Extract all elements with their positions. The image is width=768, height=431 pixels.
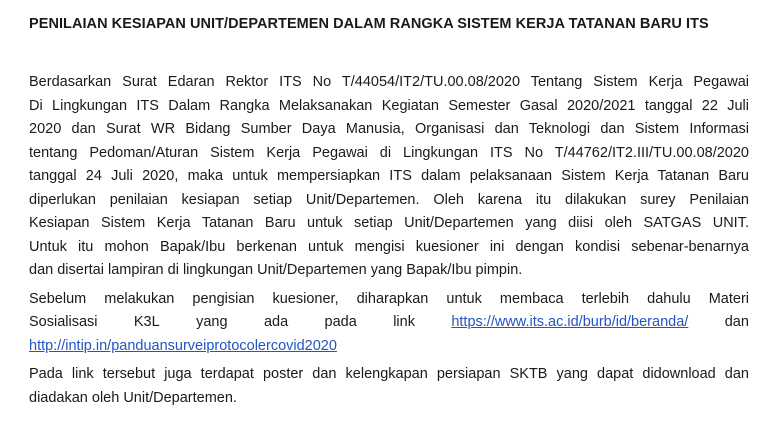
document-title: PENILAIAN KESIAPAN UNIT/DEPARTEMEN DALAM RANGKA SISTEM KERJA TATANAN BARU ITS xyxy=(29,16,709,32)
intro-paragraph xyxy=(29,71,749,283)
paragraph-line: diperlukan penilaian kesiapan setiap Unit/Departemen. Oleh karena itu dilakukan surey Penilaian xyxy=(29,191,749,208)
word: ada xyxy=(263,314,289,330)
word: pada xyxy=(324,314,357,330)
paragraph-line: Sebelum melakukan pengisian kuesioner, diharapkan untuk membaca terlebih dahulu Materi xyxy=(29,290,749,307)
paragraph-line: 2020 dan Surat WR Bidang Sumber Daya Manusia, Organisasi dan Teknologi dan Sistem Informasi xyxy=(29,121,749,137)
panduan-survei-link[interactable]: http://intip.in/panduansurveiprotocolercovid2020 xyxy=(29,337,337,354)
paragraph-line: Di Lingkungan ITS Dalam Rangka Melaksanakan Kegiatan Semester Gasal 2020/2021 tanggal 22 Juli xyxy=(29,97,749,114)
paragraph-line: Pada link tersebut juga terdapat poster dan kelengkapan persiapan SKTB yang dapat didownload dan xyxy=(29,366,749,382)
paragraph-line: diadakan oleh Unit/Departemen. xyxy=(29,389,237,406)
its-beranda-link[interactable]: https://www.its.ac.id/burb/id/beranda/ xyxy=(451,314,689,330)
paragraph-line: dan disertai lampiran di lingkungan Unit/Departemen yang Bapak/Ibu pimpin. xyxy=(29,262,523,278)
word: link xyxy=(393,314,415,330)
paragraph-line: Kesiapan Sistem Kerja Tatanan Baru untuk setiap Unit/Departemen yang diisi oleh SATGAS UNIT. xyxy=(29,215,749,231)
word: K3L xyxy=(133,314,160,330)
document-body xyxy=(29,71,749,410)
instruction-paragraph xyxy=(29,288,749,359)
paragraph-line: Untuk itu mohon Bapak/Ibu berkenan untuk mengisi kuesioner ini dengan kondisi sebenar-benarnya xyxy=(29,238,749,255)
closing-paragraph xyxy=(29,363,749,410)
word: yang xyxy=(196,314,228,330)
paragraph-line xyxy=(29,335,749,359)
paragraph-line: tentang Pedoman/Aturan Sistem Kerja Pegawai di Lingkungan ITS No T/44762/IT2.III/TU.00.08/2020 xyxy=(29,144,749,161)
word: Sosialisasi xyxy=(29,314,98,330)
paragraph-line: tanggal 24 Juli 2020, maka untuk mempersiapkan ITS dalam pelaksanaan Sistem Kerja Tatanan Baru xyxy=(29,168,749,184)
paragraph-line xyxy=(29,311,749,335)
paragraph-line: Berdasarkan Surat Edaran Rektor ITS No T/44054/IT2/TU.00.08/2020 Tentang Sistem Kerja Pegawai xyxy=(29,74,749,90)
word: dan xyxy=(724,314,749,330)
